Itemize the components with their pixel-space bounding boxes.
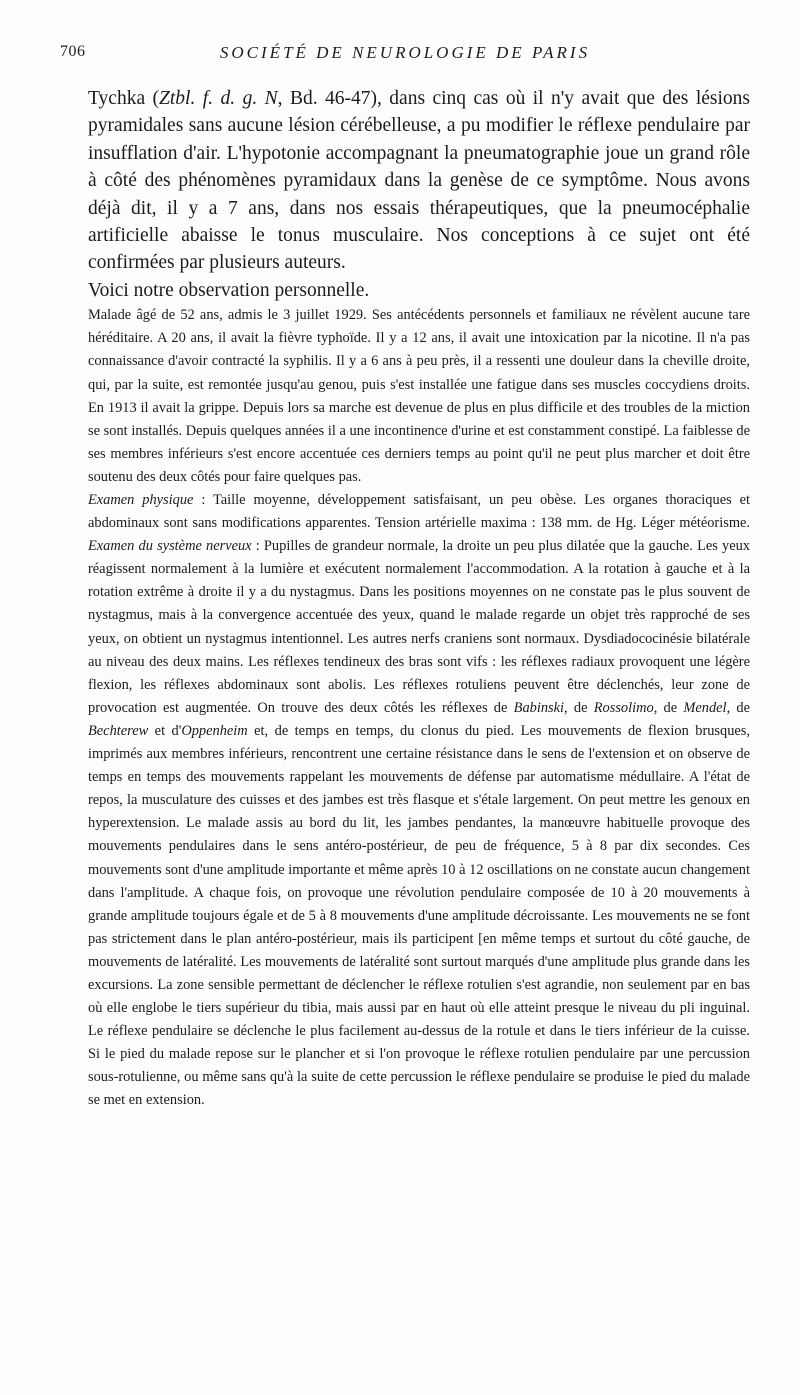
paragraph-tychka	[88, 85, 750, 277]
name-rossolimo: Rossolimo	[593, 699, 654, 716]
text-run: : Taille moyenne, développement satisfaisant, un peu obèse. Les organes thoraciques et abdominaux sont sans modifications apparentes. Tension artérielle maxima : 138 mm. de Hg. Léger météorisme.	[88, 492, 750, 532]
text-run: , de	[653, 699, 684, 716]
text-run: , Bd. 46-47), dans cinq cas où il n'y avait que des lésions pyramidales sans aucune lésion cérébelleuse, a pu modifier le réflexe pendulaire par insufflation d'air. L'hypotonie accompagnant la pneumatographie joue un grand rôle à côté des phénomènes pyramidaux dans la genèse de ce symptôme. Nous avons déjà dit, il y a 7 ans, dans nos essais thérapeutiques, que la pneumocéphalie artificielle abaisse le tonus musculaire. Nos conceptions à ce sujet ont été confirmées par plusieurs auteurs.	[88, 88, 750, 274]
text-run: , de	[564, 699, 594, 716]
paragraph-patient-history: Malade âgé de 52 ans, admis le 3 juillet 1929. Ses antécédents personnels et familiaux ne révèlent aucune tare héréditaire. A 20 ans, il avait la fièvre typhoïde. Il y a 12 ans, il avait une intoxication par la nicotine. Il n'a pas connaissance d'avoir contracté la syphilis. Il y a 6 ans à peu près, il a ressenti une douleur dans la cheville droite, qui, par la suite, est remontée jusqu'au genou, puis s'est installée une fatigue dans ses muscles coccydiens droits. En 1913 il avait la grippe. Depuis lors sa marche est devenue de plus en plus difficile et des troubles de la miction se sont installés. Depuis quelques années il a une incontinence d'urine et est constamment constipé. La faiblesse de ses membres inférieurs s'est encore accentuée ces derniers temps au point qu'il ne peut plus marcher et doit être soutenu des deux côtés pour faire quelques pas.	[88, 307, 750, 485]
paragraph-observation-intro: Voici notre observation personnelle.	[88, 279, 370, 301]
name-bechterew: Bechterew	[88, 722, 149, 739]
text-run: , de	[726, 699, 750, 716]
paragraph-examination	[88, 489, 750, 1113]
page-number: 706	[60, 43, 86, 60]
journal-reference: Ztbl. f. d. g. N	[159, 88, 278, 109]
text-run: et d'	[148, 722, 182, 739]
text-run: Tychka (	[88, 88, 160, 109]
name-babinski: Babinski	[513, 699, 565, 716]
nervous-system-exam-label: Examen du système nerveux	[88, 538, 252, 555]
page-header	[60, 43, 750, 67]
text-run: et, de temps en temps, du clonus du pied. Les mouvements de flexion brusques, imprimés aux membres inférieurs, rencontrent une certaine résistance dans le sens de l'extension et on observe de temps en temps des mouvements rappelant les mouvements de défense par automatisme médullaire. A l'état de repos, la musculature des cuisses et des jambes est très flasque et s'étale largement. On peut mettre les genoux en hyperextension. Le malade assis au bord du lit, les jambes pendantes, la manœuvre habituelle provoque des mouvements pendulaires dans le sens antéro-postérieur, de peu de fréquence, 5 à 8 par dix secondes. Ces mouvements sont d'une amplitude importante et même après 10 à 12 oscillations on ne constate aucun changement dans l'amplitude. A chaque fois, on provoque une révolution pendulaire composée de 10 à 20 mouvements à grande amplitude toujours égale et de 5 à 8 mouvements d'une amplitude décroissante. Les mouvements ne se font pas strictement dans le plan antéro-postérieur, mais ils participent [en même temps et surtout du côté gauche, de mouvements de latéralité. Les mouvements de latéralité sont surtout marqués d'une amplitude plus grande dans les excursions. La zone sensible permettant de déclencher le réflexe rotulien s'est agrandie, non seulement par en bas où elle englobe le tiers supérieur du tibia, mais aussi par en haut où elle atteint presque le niveau du pli inguinal. Le réflexe pendulaire se déclenche le plus facilement au-dessus de la rotule et dans le tiers inférieur de la cuisse. Si le pied du malade repose sur le plancher et si l'on provoque le réflexe rotulien pendulaire par une percussion sous-rotulienne, ou même sans qu'à la suite de cette percussion le réflexe pendulaire se produise le pied du malade se met en extension.	[88, 722, 751, 1109]
name-mendel: Mendel	[683, 699, 727, 716]
running-title: SOCIÉTÉ DE NEUROLOGIE DE PARIS	[219, 43, 591, 62]
text-run: : Pupilles de grandeur normale, la droite un peu plus dilatée que la gauche. Les yeux réagissent normalement à la lumière et exécutent normalement l'accommodation. A la rotation à gauche et à la rotation extrême à droite il y a du nystagmus. Dans les positions moyennes on ne constate pas le plus souvent de nystagmus, mais à la convergence accentuée des yeux, quand le malade regarde un objet très rapproché de ses yeux, on obtient un nystagmus intentionnel. Les autres nerfs craniens sont normaux. Dysdiadococinésie bilatérale au niveau des deux mains. Les réflexes tendineux des bras sont vifs : les réflexes radiaux provoquent une légère flexion, les réflexes abdominaux sont abolis. Les réflexes rotuliens peuvent être déclenchés, leur zone de provocation est augmentée. On trouve des deux côtés les réflexes de	[88, 538, 750, 716]
name-oppenheim: Oppenheim	[181, 722, 248, 739]
body-text	[88, 85, 750, 1113]
physical-exam-label: Examen physique	[88, 492, 194, 508]
